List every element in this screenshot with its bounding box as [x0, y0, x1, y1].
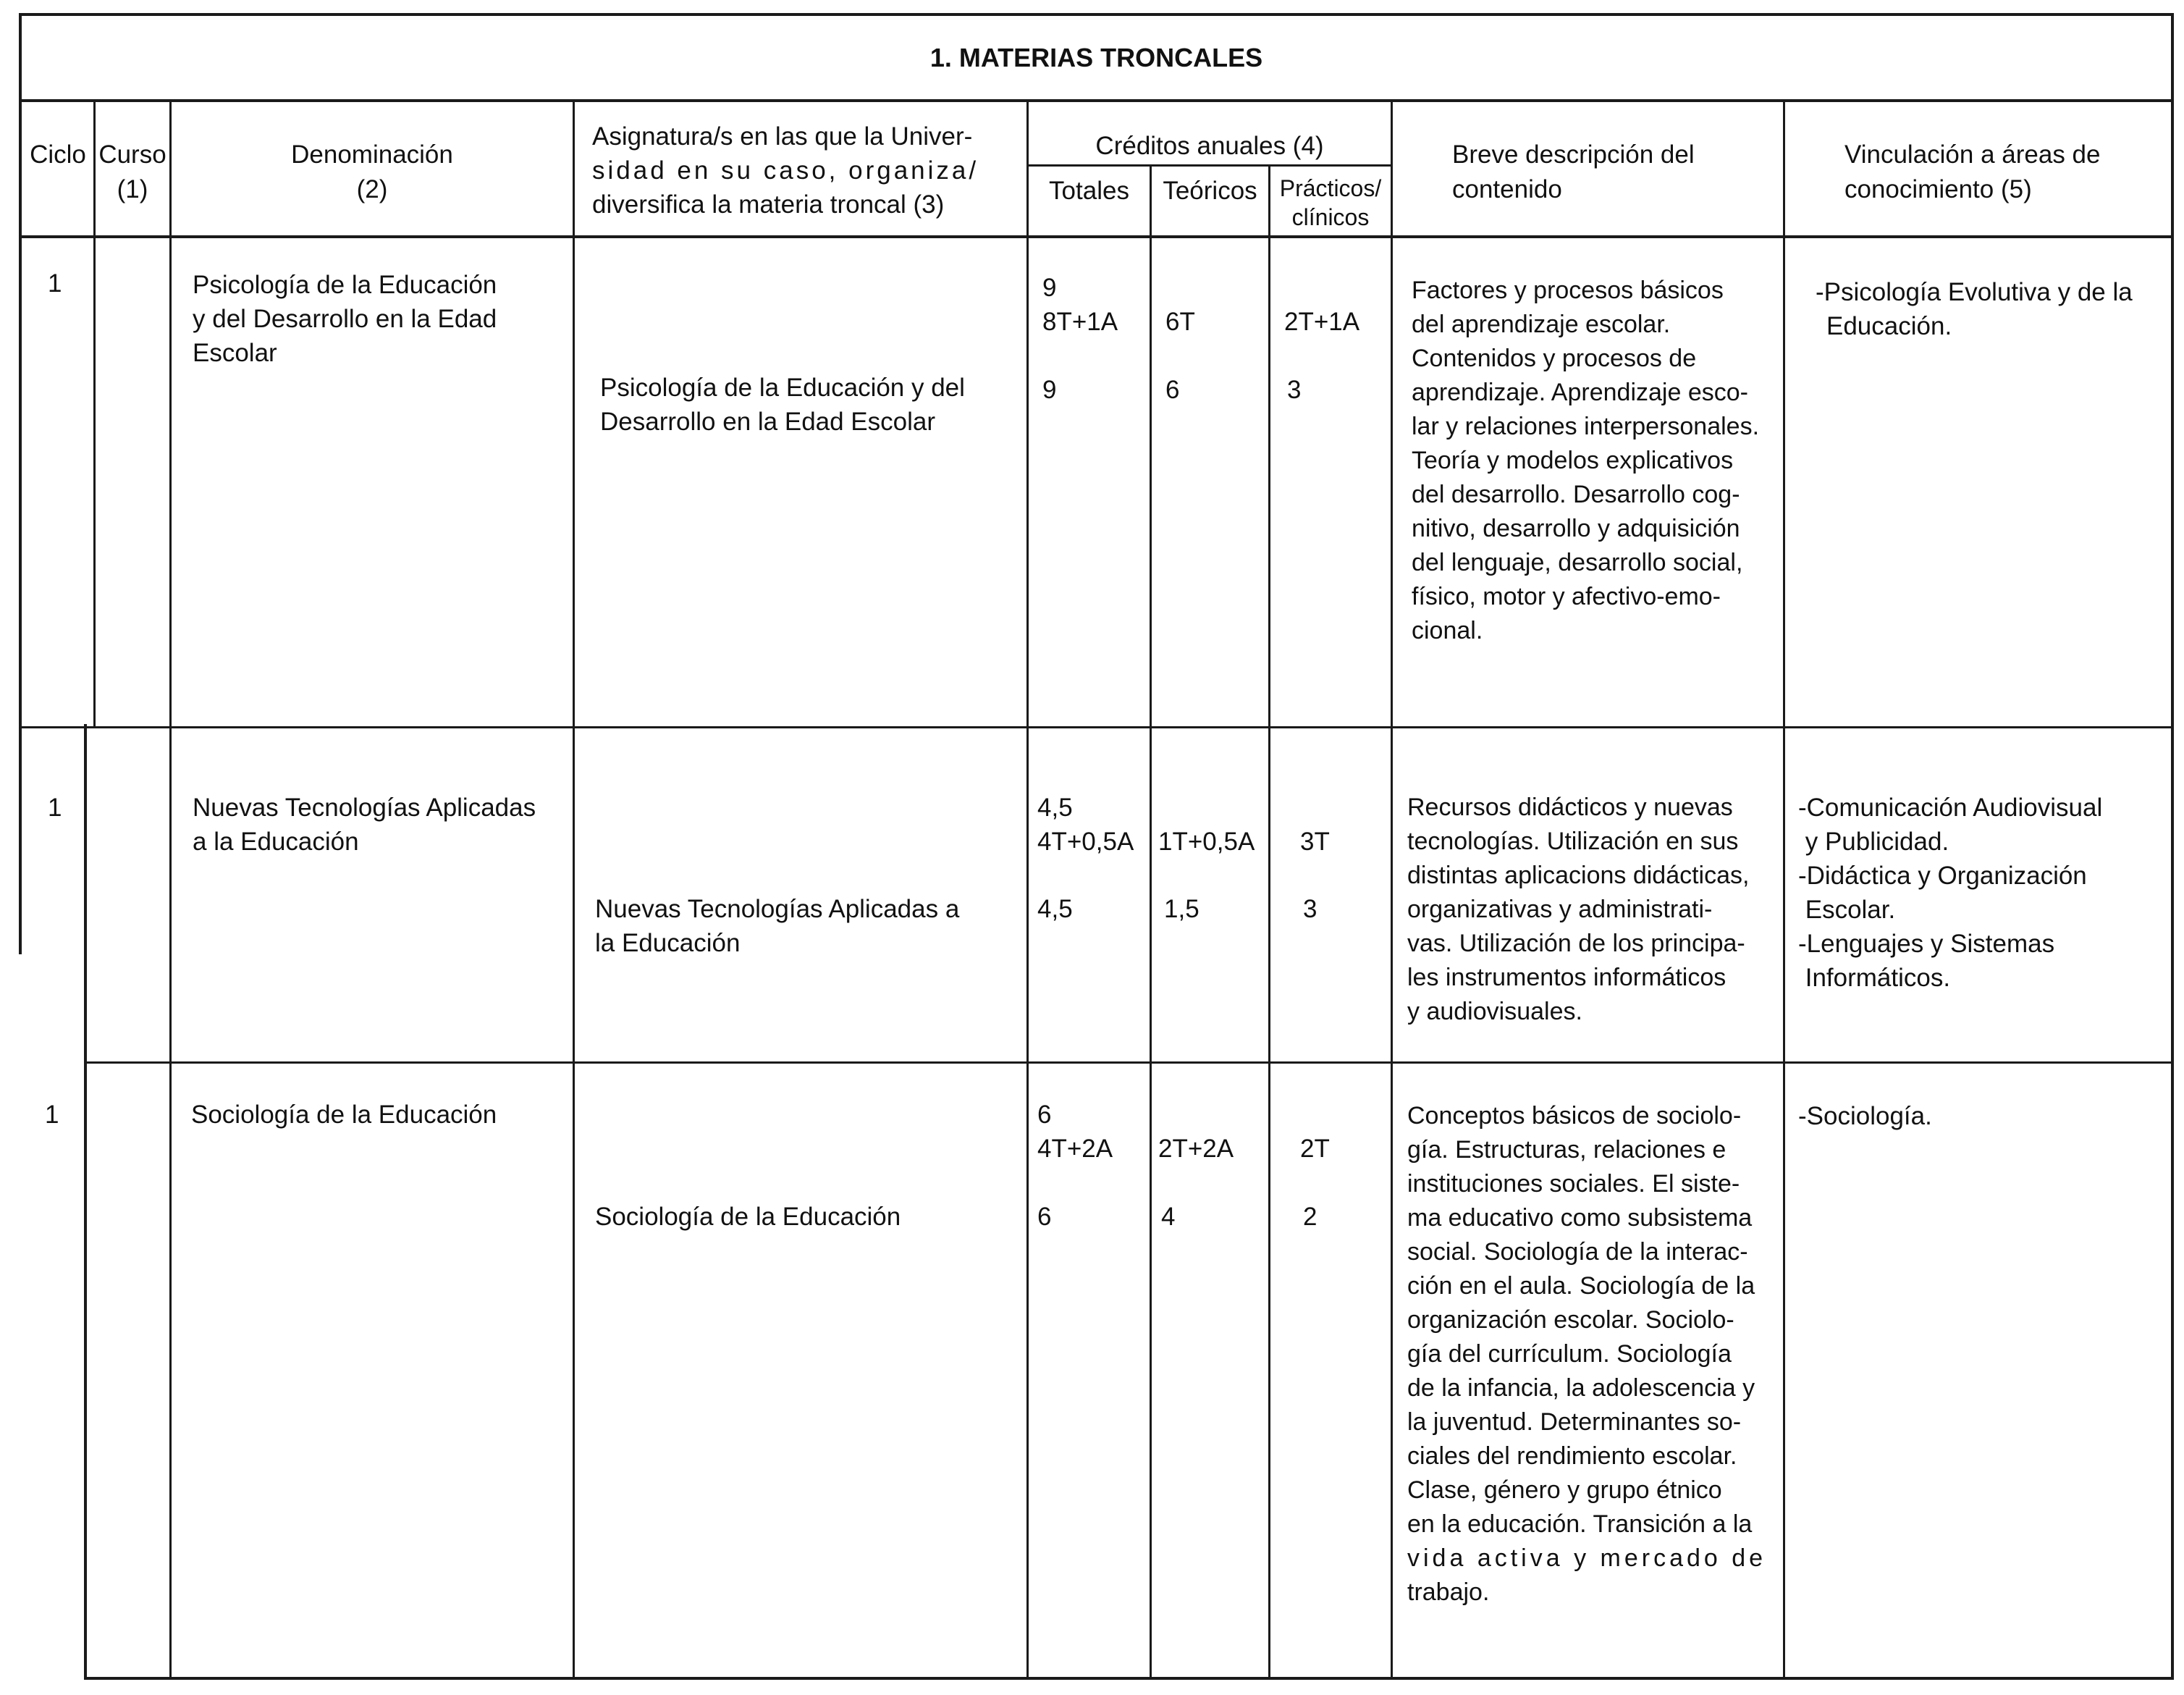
cell-vinculacion-line: Educación. [1826, 312, 1952, 340]
cell-teoricos: 6T [1165, 308, 1195, 336]
header-totales: Totales [1049, 177, 1129, 205]
cell-descripcion-line: social. Sociología de la interac- [1407, 1238, 1748, 1266]
cell-totales: 4T+0,5A [1037, 828, 1134, 856]
header-descripcion: Breve descripción del [1452, 140, 1695, 169]
cell-asignatura-line: la Educación [595, 929, 741, 957]
cell-totales: 4T+2A [1037, 1135, 1113, 1163]
cell-vinculacion-line: -Comunicación Audiovisual [1798, 794, 2103, 822]
cell-descripcion-line: la juventud. Determinantes so- [1407, 1408, 1742, 1436]
cell-totales: 6 [1037, 1203, 1052, 1231]
cell-descripcion-line: Clase, género y grupo étnico [1407, 1476, 1722, 1504]
cell-asignatura-line: Psicología de la Educación y del [600, 374, 965, 402]
cell-vinculacion-line: -Psicología Evolutiva y de la [1816, 278, 2133, 306]
cell-asignatura-line: Desarrollo en la Edad Escolar [600, 408, 936, 436]
cell-descripcion-line: ción en el aula. Sociología de la [1407, 1272, 1755, 1300]
cell-descripcion-line: instituciones sociales. El siste- [1407, 1170, 1740, 1198]
cell-asignatura-line: Sociología de la Educación [595, 1203, 901, 1231]
cell-vinculacion-line: Informáticos. [1798, 964, 1951, 992]
cell-practicos: 3T [1300, 828, 1330, 856]
header-denominacion: Denominación [291, 140, 453, 169]
cell-descripcion-line: del lenguaje, desarrollo social, [1412, 549, 1743, 576]
cell-descripcion-line: distintas aplicacions didácticas, [1407, 862, 1750, 889]
cell-denominacion-line: Escolar [193, 339, 277, 367]
cell-descripcion-line: físico, motor y afectivo-emo- [1412, 583, 1721, 610]
cell-descripcion-line: ma educativo como subsistema [1407, 1204, 1753, 1232]
cell-ciclo: 1 [48, 794, 62, 822]
cell-denominacion-line: Sociología de la Educación [191, 1101, 497, 1129]
header-creditos: Créditos anuales (4) [1095, 132, 1324, 160]
cell-practicos: 2T+1A [1284, 308, 1360, 336]
table-title: 1. MATERIAS TRONCALES [929, 43, 1263, 72]
cell-totales: 9 [1042, 274, 1057, 302]
cell-descripcion-line: trabajo. [1407, 1578, 1490, 1606]
cell-descripcion-line: Conceptos básicos de sociolo- [1407, 1102, 1742, 1130]
cell-descripcion-line: de la infancia, la adolescencia y [1407, 1374, 1755, 1402]
cell-vinculacion-line: Escolar. [1798, 896, 1896, 924]
header-curso: Curso [98, 140, 166, 169]
cell-practicos: 2T [1300, 1135, 1330, 1163]
cell-asignatura-line: Nuevas Tecnologías Aplicadas a [595, 895, 960, 923]
cell-descripcion-line: organizativas y administrati- [1407, 896, 1713, 923]
cell-practicos: 3 [1287, 376, 1302, 404]
cell-totales: 9 [1042, 376, 1057, 404]
header-practicos-2: clínicos [1291, 204, 1370, 230]
cell-descripcion-line: vas. Utilización de los principa- [1407, 930, 1745, 957]
header-vinculacion: Vinculación a áreas de [1844, 140, 2101, 169]
cell-descripcion-line: vida activa y mercado de [1407, 1544, 1767, 1572]
header-curso-note: (1) [117, 175, 148, 203]
header-asignatura-line-3: diversifica la materia troncal (3) [592, 190, 945, 219]
cell-totales: 4,5 [1037, 794, 1073, 822]
cell-descripcion-line: gía del currículum. Sociología [1407, 1340, 1732, 1368]
cell-descripcion-line: lar y relaciones interpersonales. [1412, 413, 1760, 440]
cell-vinculacion-line: -Lenguajes y Sistemas [1798, 930, 2055, 958]
cell-teoricos: 2T+2A [1158, 1135, 1234, 1163]
cell-descripcion-line: ciales del rendimiento escolar. [1407, 1442, 1737, 1470]
cell-totales: 6 [1037, 1101, 1052, 1129]
cell-descripcion-line: en la educación. Transición a la [1407, 1510, 1753, 1538]
cell-denominacion-line: y del Desarrollo en la Edad [193, 305, 497, 333]
cell-descripcion-line: Teoría y modelos explicativos [1412, 447, 1734, 474]
cell-descripcion-line: Recursos didácticos y nuevas [1407, 794, 1733, 821]
cell-descripcion-line: del desarrollo. Desarrollo cog- [1412, 481, 1740, 508]
cell-descripcion-line: aprendizaje. Aprendizaje esco- [1412, 379, 1748, 406]
cell-teoricos: 4 [1161, 1203, 1176, 1231]
cell-descripcion-line: les instrumentos informáticos [1407, 964, 1726, 991]
cell-denominacion-line: Nuevas Tecnologías Aplicadas [193, 794, 536, 822]
cell-descripcion-line: Contenidos y procesos de [1412, 345, 1697, 372]
cell-descripcion-line: cional. [1412, 617, 1483, 644]
header-asignatura-line-2: sidad en su caso, organiza/ [592, 156, 979, 185]
header-asignatura-line-1: Asignatura/s en las que la Univer- [592, 122, 973, 151]
cell-descripcion-line: gía. Estructuras, relaciones e [1407, 1136, 1726, 1164]
cell-teoricos: 1,5 [1164, 895, 1199, 923]
cell-descripcion-line: del aprendizaje escolar. [1412, 311, 1671, 338]
cell-ciclo: 1 [45, 1101, 59, 1129]
cell-vinculacion-line: -Sociología. [1798, 1102, 1932, 1130]
cell-descripcion-line: y audiovisuales. [1407, 998, 1582, 1025]
header-denominacion-note: (2) [356, 175, 388, 203]
cell-practicos: 3 [1303, 895, 1317, 923]
cell-totales: 4,5 [1037, 895, 1073, 923]
header-teoricos: Teóricos [1163, 177, 1257, 205]
cell-teoricos: 6 [1165, 376, 1180, 404]
cell-descripcion-line: Factores y procesos básicos [1412, 277, 1724, 304]
cell-vinculacion-line: y Publicidad. [1798, 828, 1949, 856]
header-descripcion-2: contenido [1452, 175, 1562, 203]
cell-practicos: 2 [1303, 1203, 1317, 1231]
cell-descripcion-line: nitivo, desarrollo y adquisición [1412, 515, 1740, 542]
header-vinculacion-2: conocimiento (5) [1844, 175, 2032, 203]
header-practicos: Prácticos/ [1279, 175, 1382, 201]
cell-totales: 8T+1A [1042, 308, 1118, 336]
cell-descripcion-line: tecnologías. Utilización en sus [1407, 828, 1739, 855]
cell-descripcion-line: organización escolar. Sociolo- [1407, 1306, 1734, 1334]
header-ciclo: Ciclo [30, 140, 86, 169]
cell-teoricos: 1T+0,5A [1158, 828, 1255, 856]
cell-denominacion-line: Psicología de la Educación [193, 271, 497, 299]
cell-ciclo: 1 [48, 269, 62, 298]
cell-vinculacion-line: -Didáctica y Organización [1798, 862, 2087, 890]
cell-denominacion-line: a la Educación [193, 828, 359, 856]
